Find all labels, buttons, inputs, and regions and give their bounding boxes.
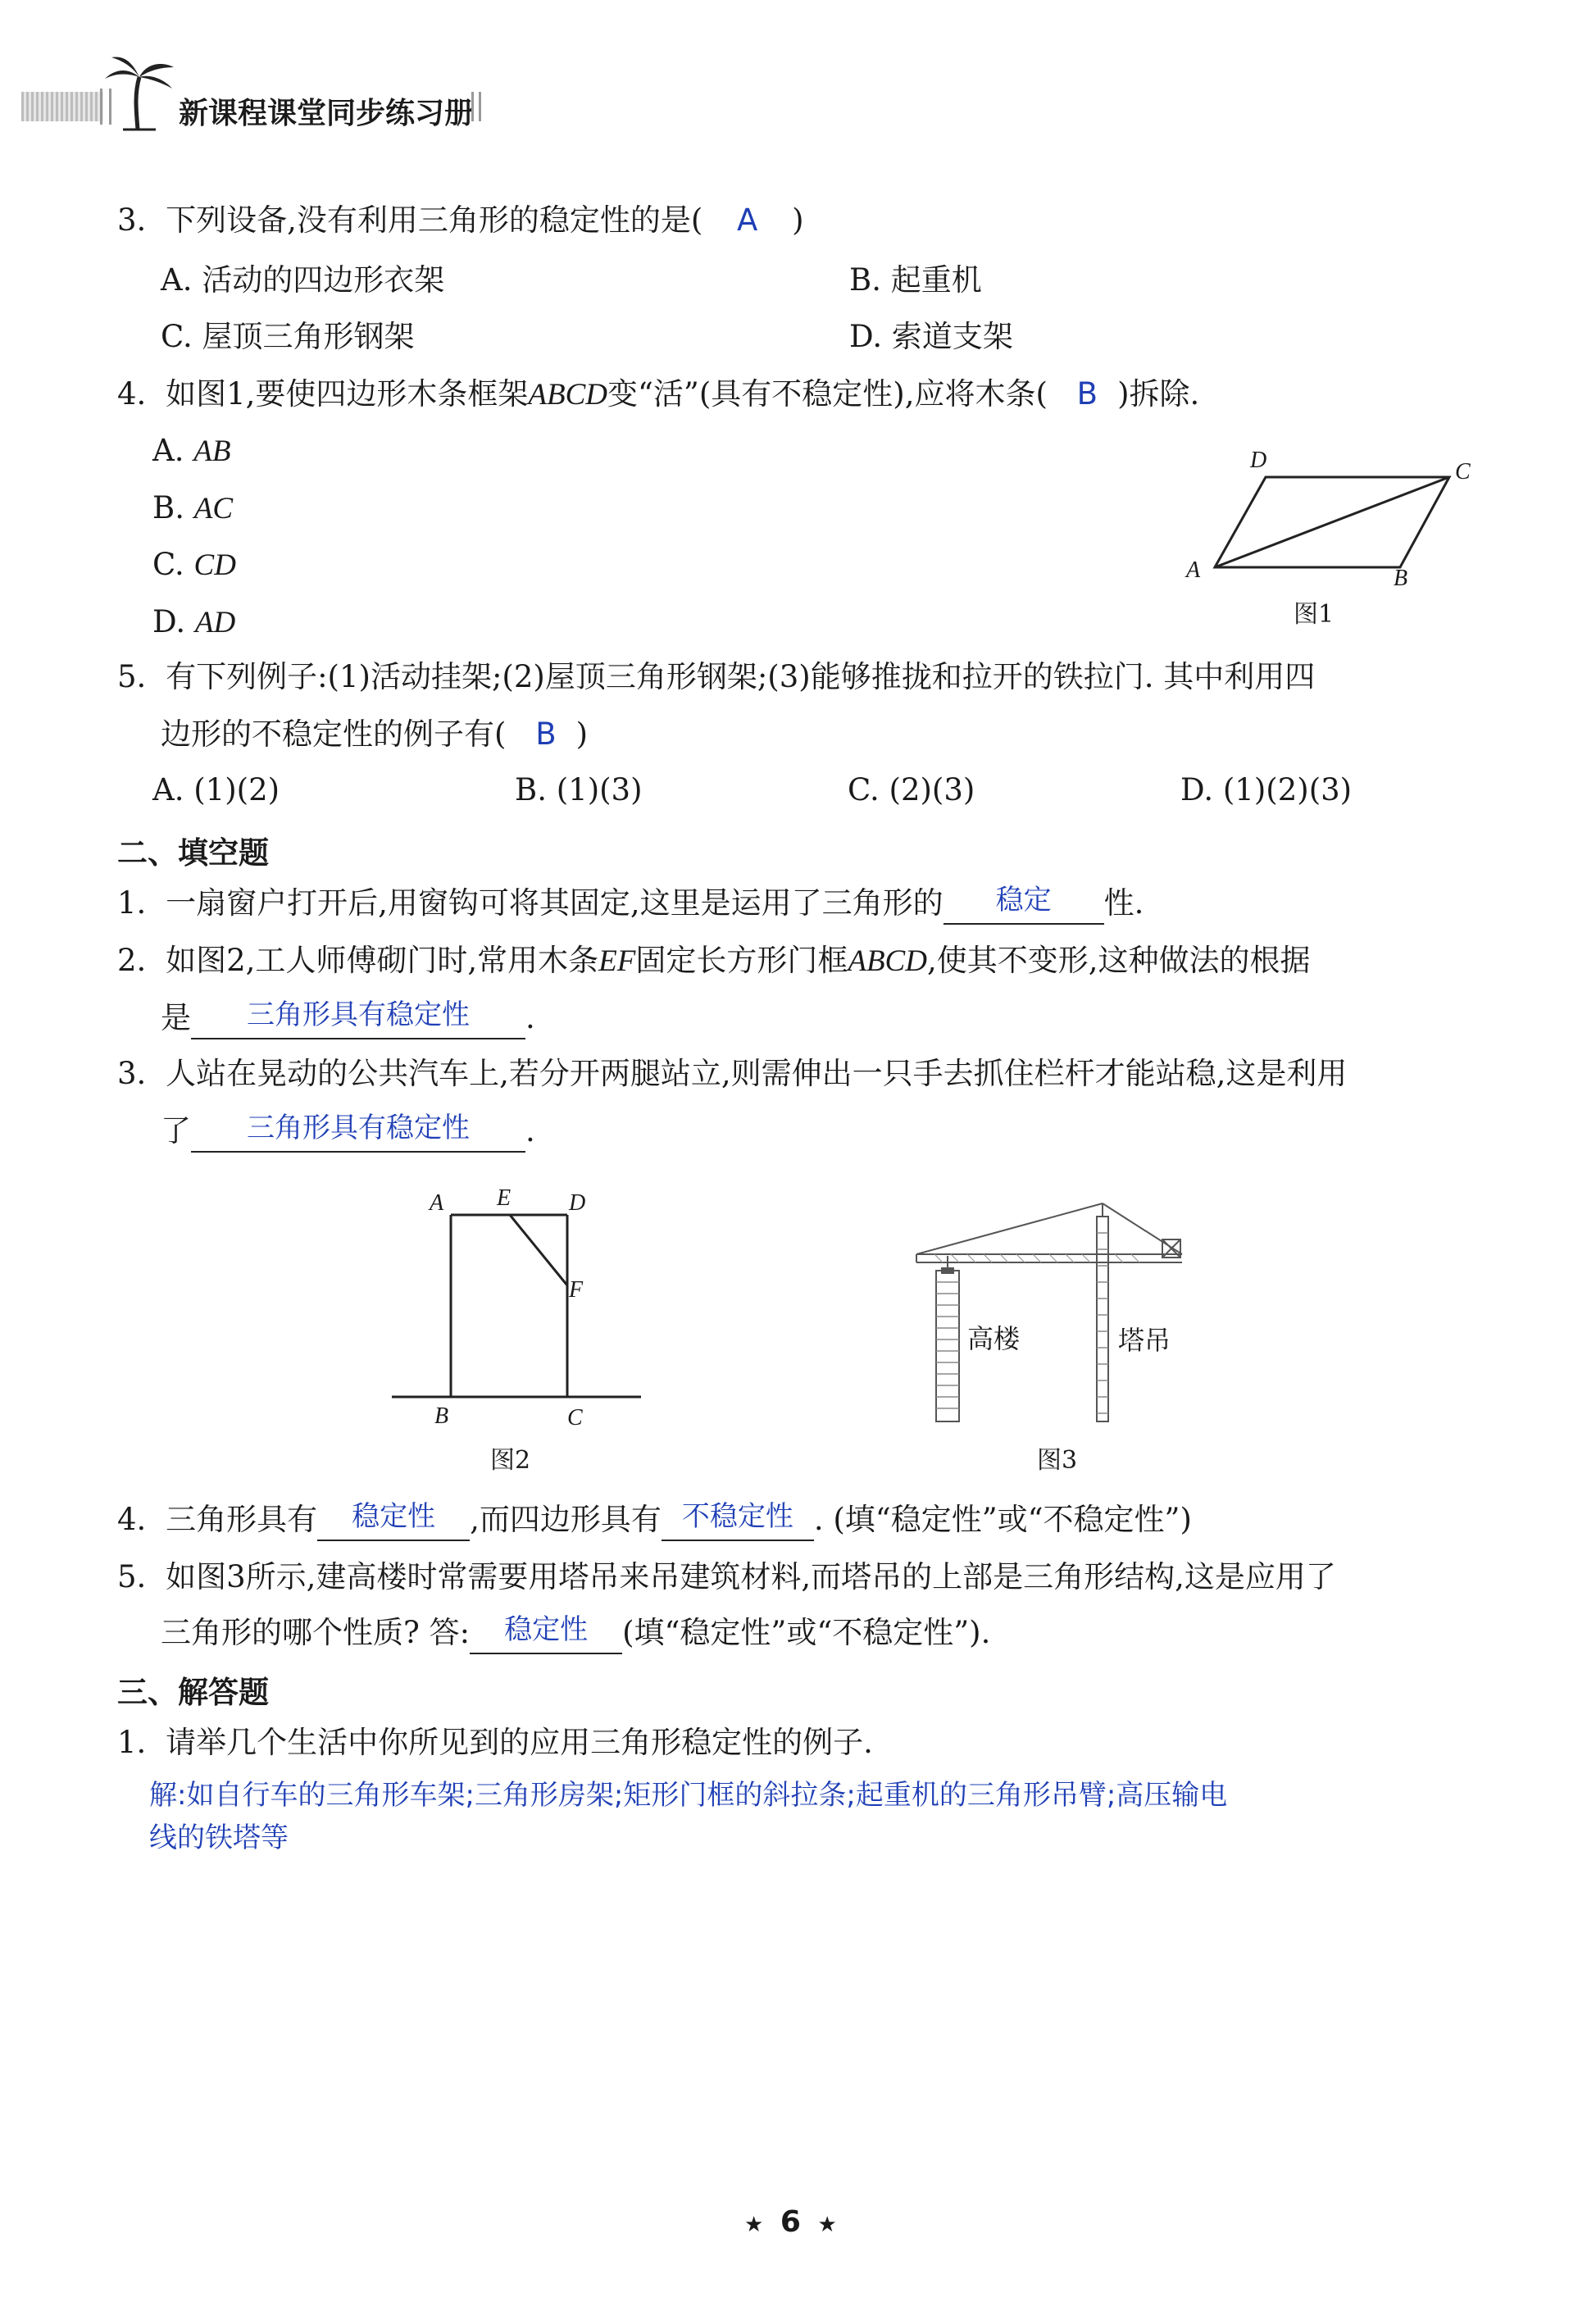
fig2-label-e: E — [497, 1185, 512, 1211]
question-stem-pre: 如图1,要使四边形木条框架 — [166, 376, 529, 412]
answer-mark: B — [535, 716, 557, 752]
fill-4: 4. 三角形具有 稳定性 ,而四边形具有 不稳定性 . (填“稳定性”或“不稳定性”) — [117, 1500, 1192, 1541]
q4-option-b: B. AC — [152, 490, 233, 525]
building-floors — [936, 1282, 959, 1408]
figure-2-door-frame — [385, 1197, 648, 1418]
star-icon: ★ — [817, 2213, 837, 2237]
fill-4-blank-1[interactable]: 稳定性 — [317, 1500, 470, 1541]
fill-2-line2: 是 三角形具有稳定性 . — [161, 998, 535, 1039]
fig2-caption: 图2 — [490, 1446, 531, 1475]
question-number: 3. — [117, 202, 147, 238]
fig1-label-d: D — [1250, 448, 1267, 473]
fill-5: 5. 如图3所示,建高楼时常需要用塔吊来吊建筑材料,而塔吊的上部是三角形结构,这是应用了 — [117, 1559, 1336, 1594]
header-title: 新课程课堂同步练习册 — [179, 97, 475, 130]
question-stem-mid: 变“活”(具有不稳定性),应将木条( — [607, 376, 1048, 412]
header-end-bars — [471, 92, 481, 121]
fill-3: 3. 人站在晃动的公共汽车上,若分开两腿站立,则需伸出一只手去抓住栏杆才能站稳,这是利用 — [117, 1056, 1348, 1091]
fill-3-line2: 了 三角形具有稳定性 . — [161, 1112, 535, 1153]
fig1-caption: 图1 — [1294, 600, 1335, 629]
fig3-caption: 图3 — [1037, 1446, 1078, 1475]
fig1-label-c: C — [1455, 459, 1471, 484]
q5-option-c: C. (2)(3) — [848, 772, 975, 807]
fig1-label-a: A — [1186, 557, 1201, 583]
fill-2: 2. 如图2,工人师傅砌门时,常用木条EF固定长方形门框ABCD,使其不变形,这种做法的根据 — [117, 943, 1311, 978]
q3-option-d: D. 索道支架 — [849, 319, 1013, 354]
question-5-line2: 边形的不稳定性的例子有( B ) — [161, 716, 589, 752]
q5-option-b: B. (1)(3) — [515, 772, 643, 807]
q5-option-a: A. (1)(2) — [152, 772, 280, 807]
fig1-label-b: B — [1394, 566, 1408, 591]
fig2-label-f: F — [569, 1277, 584, 1303]
fill-1-blank[interactable]: 稳定 — [944, 884, 1104, 925]
question-4 — [117, 375, 1199, 415]
brace-ef — [510, 1215, 567, 1285]
q5-option-d: D. (1)(2)(3) — [1180, 772, 1353, 807]
fill-5-line2: 三角形的哪个性质? 答: 稳定性 (填“稳定性”或“不稳定性”). — [161, 1613, 990, 1654]
fig2-label-c: C — [567, 1405, 583, 1430]
quad-name: ABCD — [528, 378, 607, 412]
paren-close: ) — [792, 202, 804, 238]
question-3 — [117, 201, 804, 240]
fill-4-blank-2[interactable]: 不稳定性 — [662, 1500, 814, 1541]
fig2-label-b: B — [434, 1403, 449, 1429]
q4-option-a: A. AB — [152, 433, 231, 468]
answer-mark: A — [737, 202, 758, 238]
question-5 — [117, 657, 1315, 697]
solve-1: 1. 请举几个生活中你所见到的应用三角形稳定性的例子. — [117, 1725, 873, 1760]
header-bar — [21, 92, 103, 121]
star-icon: ★ — [744, 2213, 764, 2237]
q3-option-b: B. 起重机 — [849, 262, 982, 298]
q3-option-a: A. 活动的四边形衣架 — [161, 262, 445, 298]
hook-load — [941, 1267, 954, 1274]
answer-mark: B — [1076, 376, 1098, 412]
q4-option-d: D. AD — [152, 604, 236, 639]
palm-tree-icon — [98, 52, 180, 131]
crane-tower-rungs — [1097, 1233, 1108, 1413]
fig3-label-crane: 塔吊 — [1118, 1325, 1171, 1356]
question-stem-post: )拆除. — [1117, 376, 1200, 412]
fig2-label-a: A — [430, 1190, 444, 1216]
question-stem: 下列设备,没有利用三角形的稳定性的是( — [166, 202, 703, 238]
figure-3-tower-crane — [902, 1197, 1197, 1435]
q3-option-c: C. 屋顶三角形钢架 — [161, 319, 415, 354]
fig2-label-d: D — [569, 1190, 586, 1216]
crane-tower — [1097, 1217, 1108, 1421]
fig3-label-building: 高楼 — [967, 1323, 1021, 1354]
fill-1: 1. 一扇窗户打开后,用窗钩可将其固定,这里是运用了三角形的 稳定 性. — [117, 884, 1144, 925]
section-2-title: 二、填空题 — [117, 835, 269, 871]
fill-5-blank[interactable]: 稳定性 — [470, 1613, 622, 1654]
question-stem-line1: 有下列例子:(1)活动挂架;(2)屋顶三角形钢架;(3)能够推拢和拉开的铁拉门. 其中利用四 — [166, 659, 1316, 694]
diagonal-ac — [1215, 477, 1449, 567]
question-number: 5. — [117, 659, 147, 694]
question-number: 4. — [117, 376, 147, 412]
section-3-title: 三、解答题 — [117, 1675, 269, 1710]
q4-option-c: C. CD — [152, 547, 236, 582]
page-number: ★ 6 ★ — [744, 2205, 837, 2239]
solve-1-answer-line2: 线的铁塔等 — [149, 1822, 289, 1854]
crane-jib — [916, 1203, 1182, 1262]
fill-3-blank[interactable]: 三角形具有稳定性 — [191, 1112, 525, 1153]
fill-2-blank[interactable]: 三角形具有稳定性 — [191, 998, 525, 1039]
solve-1-answer-line1: 解:如自行车的三角形车架;三角形房架;矩形门框的斜拉条;起重机的三角形吊臂;高压输电 — [149, 1779, 1228, 1812]
